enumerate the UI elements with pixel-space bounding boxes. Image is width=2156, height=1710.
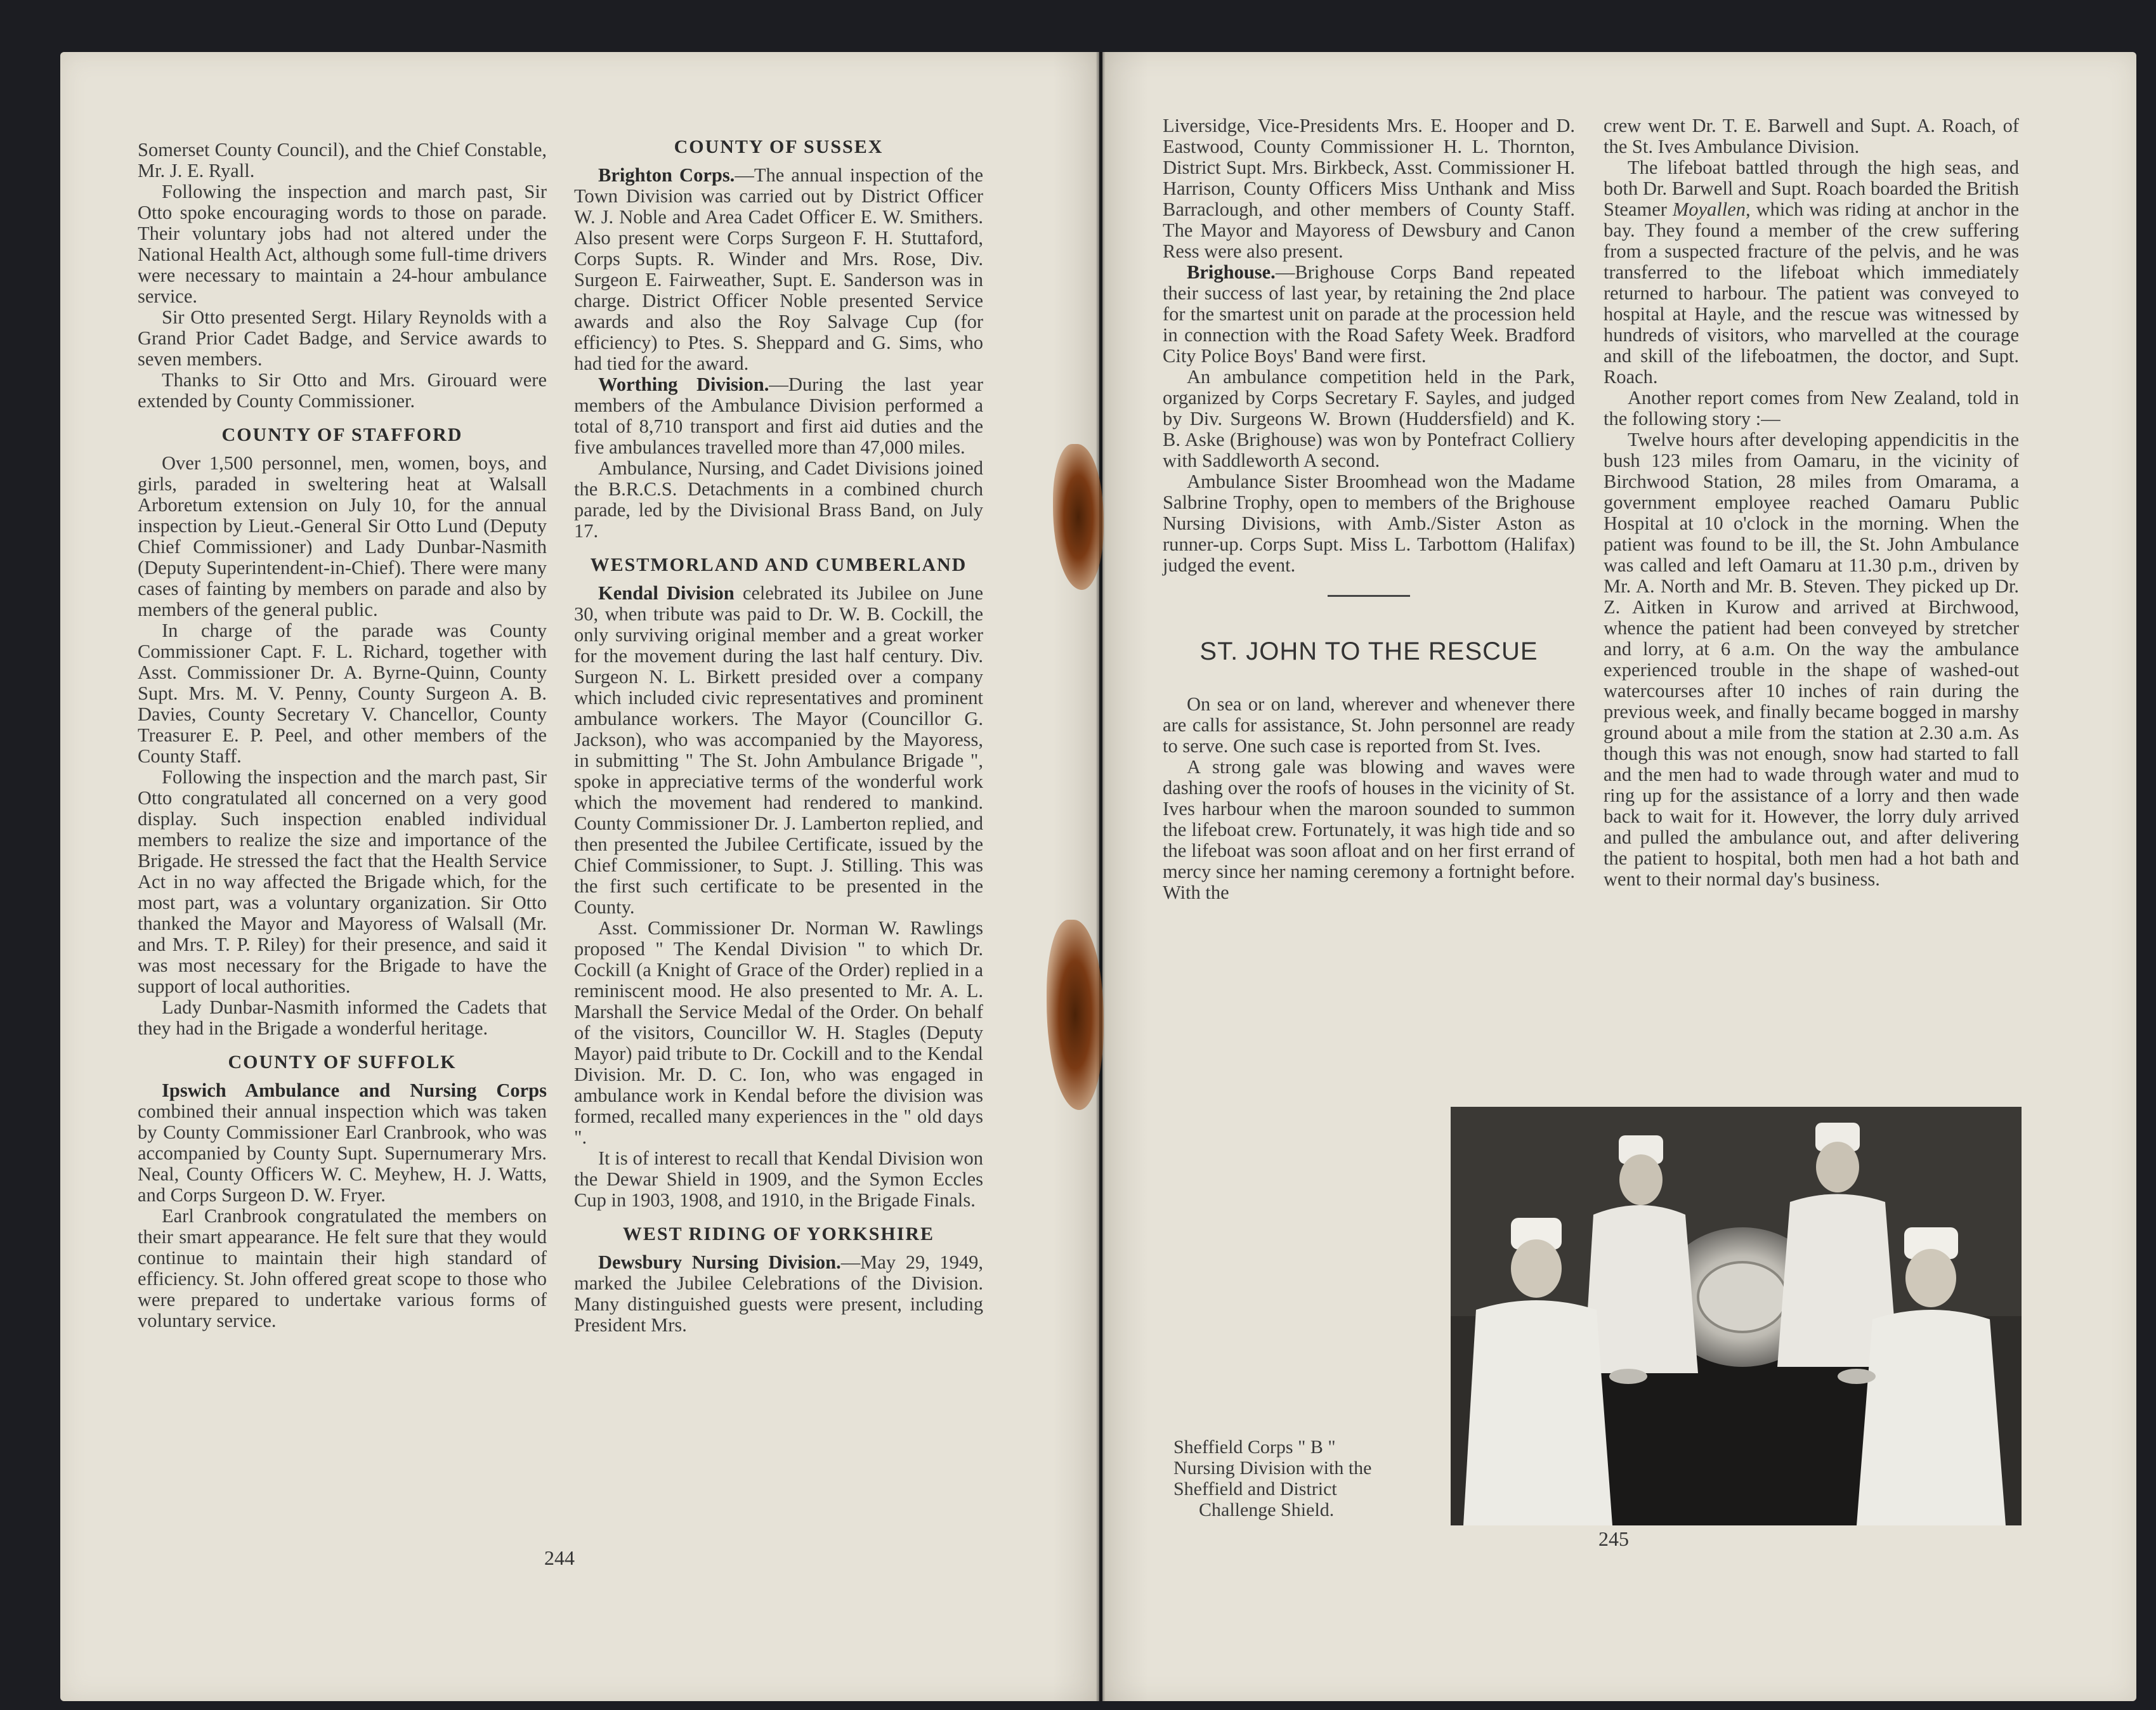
paragraph: [574, 583, 983, 918]
photo-caption: [1173, 1437, 1427, 1520]
left-page-column-2: [574, 136, 983, 1336]
paragraph-body: —Brighouse Corps Band repeated their success of last year, by retaining the 2nd place for the smartest unit on parade at the procession held in connection with the Road Safety Week. Bradford City Police Boys' Band were first.: [1163, 261, 1575, 367]
caption-line: Challenge Shield.: [1199, 1499, 1335, 1520]
paragraph: crew went Dr. T. E. Barwell and Supt. A. Roach, of the St. Ives Ambulance Division.: [1604, 115, 2019, 157]
right-page-column-1: [1163, 115, 1575, 903]
paragraph: [574, 165, 983, 374]
paragraph-lead: Brighton Corps.: [598, 164, 735, 186]
paragraph: [138, 1080, 547, 1206]
paragraph-body: which was riding at anchor in the bay. They found a member of the crew suffering from a suspected fracture of the pelvis, and he was transferred to the lifeboat which immediately returned to harbour. The patient was conveyed to hospital at Hayle, and the rescue was witnessed by hundreds of visitors, who marvelled at the courage and skill of the lifeboatmen, the doctor, and Supt. Roach.: [1604, 199, 2019, 388]
section-heading-suffolk: COUNTY OF SUFFOLK: [228, 1052, 457, 1073]
paragraph-body: —May 29, 1949, marked the Jubilee Celebrations of the Division. Many distinguished guests were present, including President Mrs.: [574, 1251, 983, 1336]
paragraph: It is of interest to recall that Kendal Division won the Dewar Shield in 1909, and the Symon Eccles Cup in 1903, 1908, and 1910, in the Brigade Finals.: [574, 1147, 983, 1211]
photo-illustration: [1451, 1107, 2022, 1525]
caption-line: Nursing Division with the: [1173, 1458, 1372, 1478]
paragraph: [574, 1252, 983, 1336]
paragraph: On sea or on land, wherever and whenever there are calls for assistance, St. John personnel are ready to serve. One such case is reported from St. Ives.: [1163, 693, 1575, 757]
paragraph: Ambulance, Nursing, and Cadet Divisions joined the B.R.C.S. Detachments in a combined church parade, led by the Divisional Brass Band, on July 17.: [574, 457, 983, 542]
paragraph: Twelve hours after developing appendicitis in the bush 123 miles from Oamaru, in the vicinity of Birchwood Station, 28 miles from Omarama, a government employee reached Oamaru Public Hospital at 10 o'clock in the morning. When the patient was found to be ill, the St. John Ambulance was called and left Oamaru at 11.30 p.m., driven by Mr. A. North and Mr. B. Steven. They picked up Dr. Z. Aitken in Kurow and arrived at Birchwood, whence the patient had been conveyed by stretcher and lorry, at 6 a.m. On the way the ambulance experienced trouble in the shape of washed-out watercourses after 10 inches of rain during the previous week, and finally became bogged in marshy ground about a mile from the station at 2.30 a.m. As though this was not enough, snow had started to fall and the men had to wade through water and mud to ring up for the assistance of a lorry and then wade back to wait for it. However, the lorry duly arrived and pulled the ambulance out, and after delivering the patient to hospital, both men had a hot bath and went to their normal day's business.: [1604, 429, 2019, 890]
ship-name: Moyallen,: [1672, 199, 1751, 220]
paragraph: [1163, 262, 1575, 367]
right-page-column-2: [1604, 115, 2019, 890]
paragraph: Ambulance Sister Broomhead won the Madame Salbrine Trophy, open to members of the Brighouse Nursing Divisions, with Amb./Sister Aston as runner-up. Corps Supt. Miss L. Tarbottom (Halifax) judged the event.: [1163, 471, 1575, 576]
paragraph: Asst. Commissioner Dr. Norman W. Rawlings proposed " The Kendal Division " to which Dr. Cockill (a Knight of Grace of the Order) replied in a reminiscent mood. He also presented to Mr. A. L. Marshall the Service Medal of the Order. On behalf of the visitors, Councillor W. H. Stagles (Deputy Mayor) paid tribute to Dr. Cockill and to the Kendal Division. Mr. D. C. Ion, who was engaged in ambulance work in Kendal before the division was formed, recalled many experiences in the " old days ".: [574, 917, 983, 1148]
page-number-left: 244: [544, 1546, 575, 1569]
paragraph-lead: Dewsbury Nursing Division.: [598, 1251, 841, 1273]
paragraph: [574, 374, 983, 458]
paragraph: Another report comes from New Zealand, told in the following story :—: [1604, 387, 2019, 429]
paragraph: Sir Otto presented Sergt. Hilary Reynolds with a Grand Prior Cadet Badge, and Service awards to seven members.: [138, 306, 547, 370]
book-gutter: [1053, 52, 1148, 1701]
paragraph: Lady Dunbar-Nasmith informed the Cadets that they had in the Brigade a wonderful heritage.: [138, 996, 547, 1039]
section-heading-westmorland: WESTMORLAND AND CUMBERLAND: [590, 554, 967, 575]
paragraph: Over 1,500 personnel, men, women, boys, and girls, paraded in sweltering heat at Walsall Arboretum extension on July 10, for the annual inspection by Lieut.-General Sir Otto Lund (Deputy Chief Commissioner) and Lady Dunbar-Nasmith (Deputy Superintendent-in-Chief). There were many cases of fainting by members on parade and also by members of the general public.: [138, 452, 547, 620]
paragraph: [1604, 157, 2019, 388]
paragraph-lead: Kendal Division: [598, 582, 735, 604]
left-page-column-1: [138, 140, 547, 1331]
caption-line: Sheffield and District: [1173, 1478, 1337, 1499]
paragraph-lead: Ipswich Ambulance and Nursing Corps: [162, 1080, 547, 1101]
paragraph: Following the inspection and march past, Sir Otto spoke encouraging words to those on parade. Their voluntary jobs had not altered under the National Health Act, although some full-time drivers were necessary to maintain a 24-hour ambulance service.: [138, 181, 547, 307]
paragraph: Following the inspection and the march past, Sir Otto congratulated all concerned on a very good display. Such inspection enabled individual members to realize the size and importance of the Brigade. He stressed the fact that the Health Service Act in no way affected the Brigade which, for the most part, was a voluntary organization. Sir Otto thanked the Mayor and Mayoress of Walsall (Mr. and Mrs. T. P. Riley) for their presence, and said it was most necessary for the Brigade to have the support of local authorities.: [138, 766, 547, 997]
caption-line: Sheffield Corps " B ": [1173, 1437, 1336, 1458]
paragraph-body: The lifeboat battled through the high seas, and both Dr. Barwell and Supt. Roach boarded the British Steamer: [1604, 157, 2019, 220]
paragraph: A strong gale was blowing and waves were dashing over the roofs of houses in the vicinity of St. Ives harbour when the maroon sounded to summon the lifeboat crew. Fortunately, it was high tide and so the lifeboat was soon afloat and on her first errand of mercy since her naming ceremony a fortnight before. With the: [1163, 756, 1575, 903]
paragraph-lead: Brighouse.: [1187, 261, 1276, 283]
section-heading-yorkshire: WEST RIDING OF YORKSHIRE: [622, 1224, 935, 1244]
nursing-division-photo: [1451, 1107, 2022, 1525]
page-number-right: 245: [1598, 1527, 1629, 1550]
paragraph: Thanks to Sir Otto and Mrs. Girouard were extended by County Commissioner.: [138, 369, 547, 412]
paragraph: Earl Cranbrook congratulated the members on their smart appearance. He felt sure that they would continue to maintain their high standard of efficiency. St. John offered great scope to those who were prepared to undertake various forms of voluntary service.: [138, 1205, 547, 1331]
paragraph: In charge of the parade was County Commissioner Capt. F. L. Richard, together with Asst. Commissioner Dr. A. Byrne-Quinn, County Supt. Mrs. M. V. Penny, County Surgeon A. B. Davies, County Secretary V. Chancellor, County Treasurer E. P. Peel, and other members of the County Staff.: [138, 620, 547, 767]
paragraph-body: —During the last year members of the Ambulance Division performed a total of 8,710 transport and first aid duties and the five ambulances travelled more than 47,000 miles.: [574, 374, 983, 458]
paragraph-lead: Worthing Division.: [598, 374, 769, 395]
paragraph-body: combined their annual inspection which was taken by County Commissioner Earl Cranbrook, who was accompanied by County Supt. Supernumerary Mrs. Neal, County Officers W. C. Meyhew, H. J. Watts, and Corps Surgeon D. W. Fryer.: [138, 1100, 547, 1206]
paragraph-body: —The annual inspection of the Town Division was carried out by District Officer W. J. Noble and Area Cadet Officer E. W. Smithers. Also present were Corps Surgeon F. H. Stuttaford, Corps Supts. R. Winder and Mrs. Rose, Div. Surgeon E. Fairweather, Supt. E. Sanderson was in charge. District Officer Noble presented Service awards and also the Roy Salvage Cup (for efficiency) to Ptes. S. Sheppard and G. Sims, who had tied for the award.: [574, 164, 983, 374]
section-divider: [1328, 595, 1410, 597]
paragraph: Liversidge, Vice-Presidents Mrs. E. Hooper and D. Eastwood, County Commissioner H. L. Thornton, District Supt. Mrs. Birkbeck, Asst. Commissioner H. Harrison, County Officers Miss Unthank and Miss Barraclough, and other members of County Staff. The Mayor and Mayoress of Dewsbury and Canon Ress were also present.: [1163, 115, 1575, 262]
paragraph: Somerset County Council), and the Chief Constable, Mr. J. E. Ryall.: [138, 139, 547, 181]
section-heading-sussex: COUNTY OF SUSSEX: [674, 136, 884, 157]
section-heading-stafford: COUNTY OF STAFFORD: [221, 424, 463, 445]
paragraph: An ambulance competition held in the Park, organized by Corps Secretary F. Sayles, and judged by Div. Surgeons W. Brown (Huddersfield) and K. B. Aske (Brighouse) was won by Pontefract Colliery with Saddleworth A second.: [1163, 366, 1575, 471]
article-title: ST. JOHN TO THE RESCUE: [1199, 637, 1538, 665]
paragraph-body: celebrated its Jubilee on June 30, when tribute was paid to Dr. W. B. Cockill, the only surviving original member and a great worker for the movement during the last half century. Div. Surgeon N. L. Birkett presided over a company which included civic representatives and prominent ambulance workers. The Mayor (Councillor G. Jackson), who was accompanied by the Mayoress, in submitting " The St. John Ambulance Brigade ", spoke in appreciative terms of the wonderful work which the movement had rendered to mankind. County Commissioner Dr. J. Lamberton replied, and then presented the Jubilee Certificate, issued by the Chief Commissioner, to Supt. J. Stilling. This was the first such certificate to be presented in the County.: [574, 582, 983, 918]
